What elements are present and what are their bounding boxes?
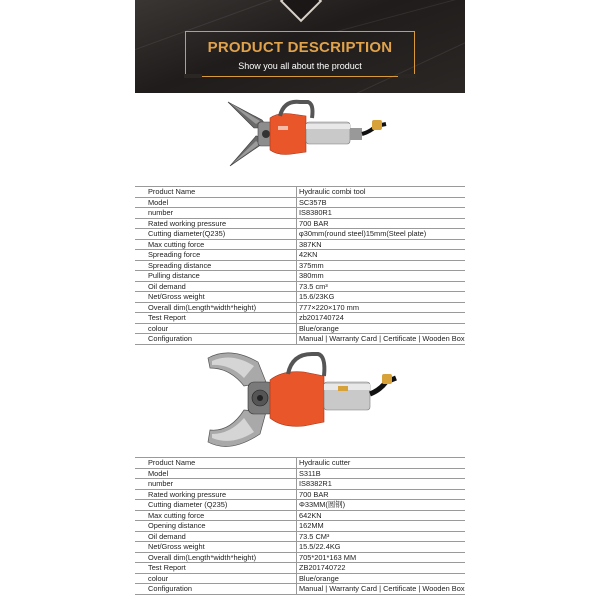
spec-value: Blue/orange xyxy=(297,573,466,584)
cutter-spec-table xyxy=(135,457,465,595)
spec-label: Model xyxy=(135,197,297,208)
spec-value: Blue/orange xyxy=(297,323,466,334)
table-row xyxy=(135,239,465,250)
banner-subtitle: Show you all about the product xyxy=(238,61,362,71)
spec-label: Pulling distance xyxy=(135,271,297,282)
spec-value: SC357B xyxy=(297,197,466,208)
spec-label: Cutting diameter (Q235) xyxy=(135,500,297,511)
spec-value: 15.5/22.4KG xyxy=(297,542,466,553)
spec-label: Oil demand xyxy=(135,281,297,292)
table-row xyxy=(135,292,465,303)
spec-value: 375mm xyxy=(297,260,466,271)
spec-label: Configuration xyxy=(135,334,297,345)
spec-value: Manual | Warranty Card | Certificate | Wooden Box xyxy=(297,334,466,345)
spec-label: Overall dim(Length*width*height) xyxy=(135,552,297,563)
spec-value: 777×220×170 mm xyxy=(297,302,466,313)
spec-label: Spreading distance xyxy=(135,260,297,271)
table-row xyxy=(135,489,465,500)
spec-value: IS8380R1 xyxy=(297,208,466,219)
spec-label: Cutting diameter(Q235) xyxy=(135,229,297,240)
table-row xyxy=(135,521,465,532)
spec-label: Overall dim(Length*width*height) xyxy=(135,302,297,313)
spec-value: S311B xyxy=(297,468,466,479)
spec-value: Manual | Warranty Card | Certificate | Wooden Box xyxy=(297,584,466,595)
hydraulic-cutter-image xyxy=(200,346,400,454)
spec-label: colour xyxy=(135,573,297,584)
table-row xyxy=(135,552,465,563)
spec-value: zb201740724 xyxy=(297,313,466,324)
spec-label: Product Name xyxy=(135,187,297,198)
spec-value: 642KN xyxy=(297,510,466,521)
spec-label: Oil demand xyxy=(135,531,297,542)
table-row xyxy=(135,458,465,469)
spec-value: Φ33MM(圆钢) xyxy=(297,500,466,511)
combi-tool-spec-table xyxy=(135,186,465,345)
table-row xyxy=(135,250,465,261)
spec-value: 700 BAR xyxy=(297,218,466,229)
table-row xyxy=(135,563,465,574)
spec-value: 15.6/23KG xyxy=(297,292,466,303)
table-row xyxy=(135,500,465,511)
table-row xyxy=(135,271,465,282)
banner-title: PRODUCT DESCRIPTION xyxy=(207,39,393,56)
spec-value: φ30mm(round steel)15mm(Steel plate) xyxy=(297,229,466,240)
table-row xyxy=(135,197,465,208)
table-row xyxy=(135,584,465,595)
diamond-ornament-icon xyxy=(280,0,322,22)
table-row xyxy=(135,208,465,219)
spec-value: 380mm xyxy=(297,271,466,282)
spec-label: Max cutting force xyxy=(135,510,297,521)
spec-value: 162MM xyxy=(297,521,466,532)
spec-label: Opening distance xyxy=(135,521,297,532)
spec-label: Spreading force xyxy=(135,250,297,261)
spec-value: IS8382R1 xyxy=(297,479,466,490)
table-row xyxy=(135,323,465,334)
table-row xyxy=(135,281,465,292)
spec-label: Model xyxy=(135,468,297,479)
table-row xyxy=(135,542,465,553)
spec-value: 387KN xyxy=(297,239,466,250)
product-description-banner xyxy=(135,0,465,93)
spec-value: 705*201*163 MM xyxy=(297,552,466,563)
spec-label: Product Name xyxy=(135,458,297,469)
table-row xyxy=(135,218,465,229)
table-row xyxy=(135,531,465,542)
table-row xyxy=(135,573,465,584)
hydraulic-combi-tool-image xyxy=(220,94,390,174)
table-row xyxy=(135,187,465,198)
table-row xyxy=(135,334,465,345)
table-row xyxy=(135,313,465,324)
table-row xyxy=(135,510,465,521)
spec-label: Rated working pressure xyxy=(135,489,297,500)
spec-label: Configuration xyxy=(135,584,297,595)
spec-value: 42KN xyxy=(297,250,466,261)
spec-label: Net/Gross weight xyxy=(135,292,297,303)
spec-value: ZB201740722 xyxy=(297,563,466,574)
spec-label: colour xyxy=(135,323,297,334)
spec-label: Test Report xyxy=(135,563,297,574)
table-row xyxy=(135,468,465,479)
table-row xyxy=(135,479,465,490)
spec-label: Test Report xyxy=(135,313,297,324)
table-row xyxy=(135,229,465,240)
table-row xyxy=(135,302,465,313)
table-row xyxy=(135,260,465,271)
spec-label: Max cutting force xyxy=(135,239,297,250)
spec-value: Hydraulic cutter xyxy=(297,458,466,469)
spec-label: number xyxy=(135,479,297,490)
spec-label: Net/Gross weight xyxy=(135,542,297,553)
spec-value: 73.5 CM³ xyxy=(297,531,466,542)
spec-value: 73.5 cm³ xyxy=(297,281,466,292)
spec-value: 700 BAR xyxy=(297,489,466,500)
spec-label: Rated working pressure xyxy=(135,218,297,229)
spec-value: Hydraulic combi tool xyxy=(297,187,466,198)
spec-label: number xyxy=(135,208,297,219)
